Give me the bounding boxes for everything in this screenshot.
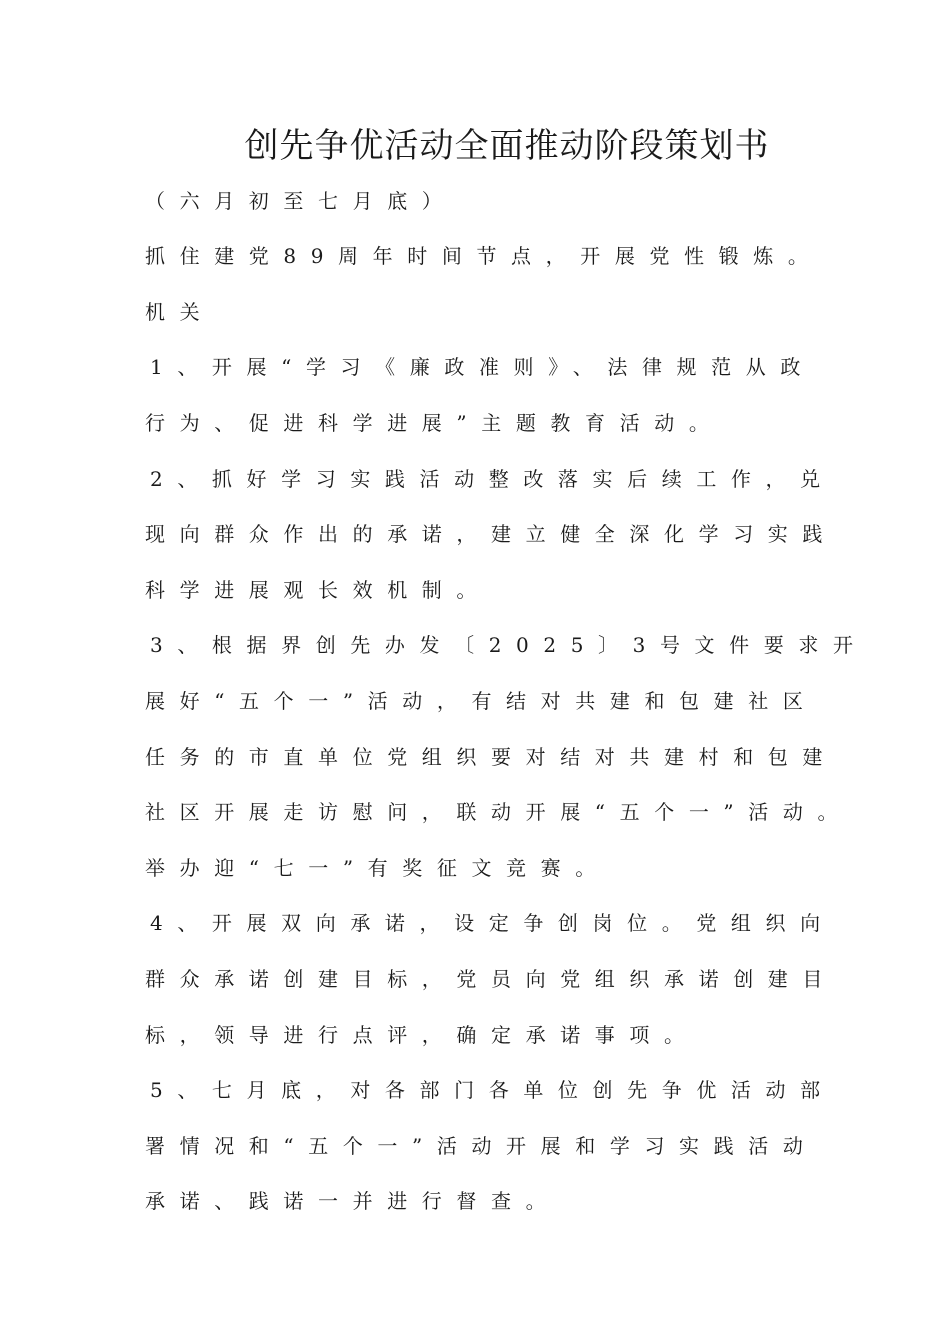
document-title: 创先争优活动全面推动阶段策划书 — [244, 126, 770, 166]
item-5-line-2: 署情况和“五个一”活动开展和学习实践活动 — [145, 1134, 818, 1158]
item-5-line-3: 承诺、践诺一并进行督查。 — [145, 1189, 561, 1213]
item-2-line-2: 现向群众作出的承诺，建立健全深化学习实践 — [145, 522, 837, 546]
intro-line: 抓住建党89周年时间节点，开展党性锻炼。 — [145, 244, 823, 268]
item-2-line-3: 科学进展观长效机制。 — [145, 578, 491, 602]
item-3-line-4: 社区开展走访慰问，联动开展“五个一”活动。 — [145, 800, 853, 824]
date-range-line: （六月初至七月底） — [145, 189, 457, 213]
item-1-line-1: 1、开展“学习《廉政准则》、法律规范从政 — [150, 355, 815, 379]
item-3-line-1: 3、根据界创先办发〔2025〕3号文件要求开 — [150, 633, 868, 657]
item-4-line-2: 群众承诺创建目标，党员向党组织承诺创建目 — [145, 967, 837, 991]
item-3-line-2: 展好“五个一”活动，有结对共建和包建社区 — [145, 689, 818, 713]
item-4-line-3: 标，领导进行点评，确定承诺事项。 — [145, 1023, 699, 1047]
item-3-line-3: 任务的市直单位党组织要对结对共建村和包建 — [145, 745, 837, 769]
item-3-line-5: 举办迎“七一”有奖征文竞赛。 — [145, 856, 610, 880]
item-5-line-1: 5、七月底，对各部门各单位创先争优活动部 — [150, 1078, 835, 1102]
item-2-line-1: 2、抓好学习实践活动整改落实后续工作，兑 — [150, 467, 835, 491]
item-4-line-1: 4、开展双向承诺，设定争创岗位。党组织向 — [150, 911, 835, 935]
item-1-line-2: 行为、促进科学进展”主题教育活动。 — [145, 411, 724, 435]
section-heading-jiguan: 机关 — [145, 300, 215, 324]
